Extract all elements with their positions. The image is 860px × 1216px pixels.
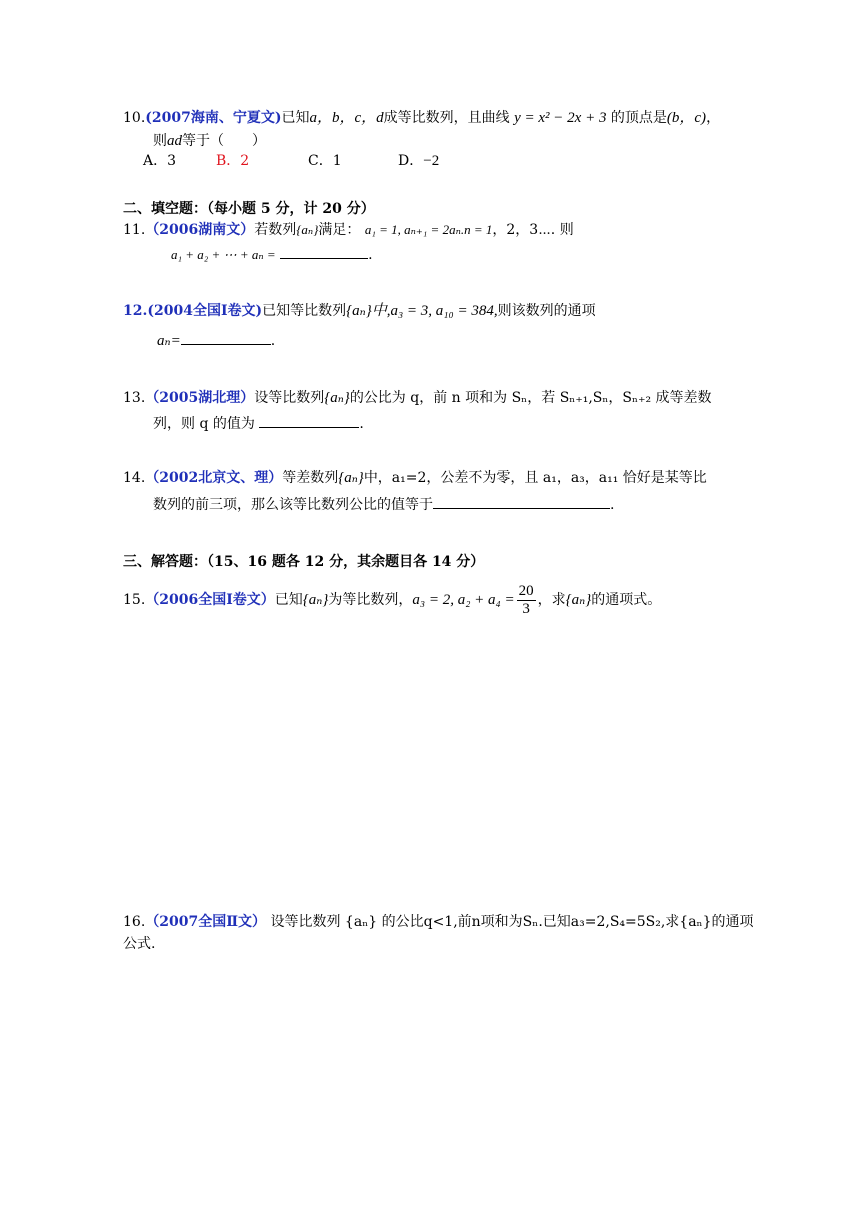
q13-end: . — [359, 416, 364, 432]
q14-number: 14. — [123, 470, 146, 486]
q11-line2 — [171, 244, 373, 265]
q10-option-d-label: D． — [398, 153, 424, 169]
q10-text-a: 已知 — [281, 110, 310, 126]
q14-line2 — [153, 494, 614, 515]
q14-line2-text: 数列的前三项，那么该等比数列公比的值等于 — [153, 497, 433, 513]
q14-tail: 中，a₁=2，公差不为零，且 a₁，a₃，a₁₁ 恰好是某等比 — [363, 470, 707, 486]
q15-number: 15. — [123, 592, 146, 608]
q13-line2 — [153, 413, 364, 434]
q15-condition: a₃ = 2, a₂ + a₄ = — [412, 592, 515, 608]
q15-seq2: {aₙ} — [565, 592, 592, 608]
q10-text-c: 的顶点是 — [610, 110, 667, 126]
q11-tail: ，2，3⋯. 则 — [492, 222, 574, 238]
q14-end: . — [610, 497, 615, 513]
q11-text2: 满足： — [318, 222, 361, 238]
q12-line2 — [157, 330, 275, 351]
q13-text: 设等比数列 — [254, 390, 325, 406]
q13-line1 — [123, 388, 712, 408]
q14-line1 — [123, 468, 707, 488]
q10-line2 — [153, 131, 266, 151]
q12-answer-blank — [181, 330, 271, 345]
q12-seq: {aₙ}中, — [346, 303, 391, 319]
q13-seq: {aₙ} — [324, 390, 350, 406]
q15-source: （2006全国Ⅰ卷文） — [145, 592, 275, 608]
q10-options — [143, 151, 439, 171]
q12-text: 已知等比数列 — [262, 303, 347, 319]
q10-text-b: 成等比数列，且曲线 — [383, 110, 510, 126]
q11-answer-blank — [280, 244, 368, 259]
q13-line2-text: 列，则 q 的值为 — [153, 416, 255, 432]
q11-condition: a₁ = 1, aₙ₊₁ = 2aₙ.n = 1 — [364, 222, 493, 237]
q11-seq: {aₙ} — [296, 222, 319, 237]
q11-sum: a₁ + a₂ + ⋯ + aₙ = — [171, 247, 276, 262]
q10-vars: a，b，c，d — [309, 110, 384, 126]
q10-formula: y = x² − 2x + 3 — [514, 110, 607, 126]
q10-source: (2007海南、宁夏文) — [145, 110, 282, 126]
q13-tail: 的公比为 q，前 n 项和为 Sₙ，若 Sₙ₊₁,Sₙ，Sₙ₊₂ 成等差数 — [349, 390, 712, 406]
q11-source: （2006湖南文） — [145, 222, 255, 238]
q12-number: 12. — [123, 303, 148, 319]
q12-condition: a₃ = 3, a₁₀ = 384, — [390, 303, 498, 319]
q16-line1 — [123, 912, 754, 932]
q10-ad: ad — [167, 133, 182, 149]
q11-line1 — [123, 220, 574, 240]
q10-line1 — [123, 108, 720, 128]
q10-point: (b，c) — [666, 110, 707, 126]
q12-end: . — [270, 333, 276, 349]
q15-fraction — [517, 583, 536, 618]
q16-number: 16. — [123, 914, 146, 930]
q16-line2-text: 公式. — [123, 936, 156, 952]
q15-text: 已知 — [274, 592, 303, 608]
q11-text: 若数列 — [254, 222, 297, 238]
q13-number: 13. — [123, 390, 146, 406]
q10-line2-tail: 等于（ ） — [182, 133, 266, 149]
q10-option-c: C．1 — [308, 153, 342, 169]
q14-source: （2002北京文、理） — [145, 470, 283, 486]
q11-end: . — [368, 247, 373, 263]
q10-option-a: A．3 — [143, 153, 177, 169]
q15-line1 — [123, 582, 661, 618]
q15-fraction-denominator: 3 — [522, 600, 530, 617]
q10-number: 10. — [123, 110, 146, 126]
section-2-heading: 二、填空题：（每小题 5 分，计 20 分） — [123, 201, 375, 217]
q15-tail2: 的通项式。 — [591, 592, 662, 608]
q10-option-b: B．2 — [216, 153, 250, 169]
q16-line2 — [123, 934, 155, 954]
q13-answer-blank — [259, 413, 359, 428]
q15-text2: 为等比数列， — [328, 592, 413, 608]
q10-option-d-value: −2 — [423, 153, 440, 169]
q12-tail: 则该数列的通项 — [497, 303, 596, 319]
q12-line1 — [123, 301, 596, 321]
q13-source: （2005湖北理） — [145, 390, 255, 406]
q10-option-d — [398, 151, 439, 171]
q10-line2-text: 则 — [153, 133, 167, 149]
q12-an: aₙ= — [157, 333, 181, 349]
q14-answer-blank — [433, 494, 610, 509]
q14-text: 等差数列 — [282, 470, 339, 486]
q16-source: （2007全国Ⅱ文） — [145, 914, 267, 930]
section-3-heading: 三、解答题：（15、16 题各 12 分，其余题目各 14 分） — [123, 554, 485, 570]
q10-text-d: ， — [706, 110, 721, 126]
q14-seq: {aₙ} — [338, 470, 364, 486]
q12-source: (2004全国Ⅰ卷文) — [147, 303, 263, 319]
q15-fraction-numerator: 20 — [518, 582, 534, 599]
q16-text: 设等比数列 {aₙ} 的公比q<1,前n项和为Sₙ.已知a₃=2,S₄=5S₂,求{aₙ}的通项 — [270, 914, 754, 930]
q11-number: 11. — [123, 222, 146, 238]
q15-tail: ，求 — [537, 592, 566, 608]
q15-seq: {aₙ} — [302, 592, 329, 608]
